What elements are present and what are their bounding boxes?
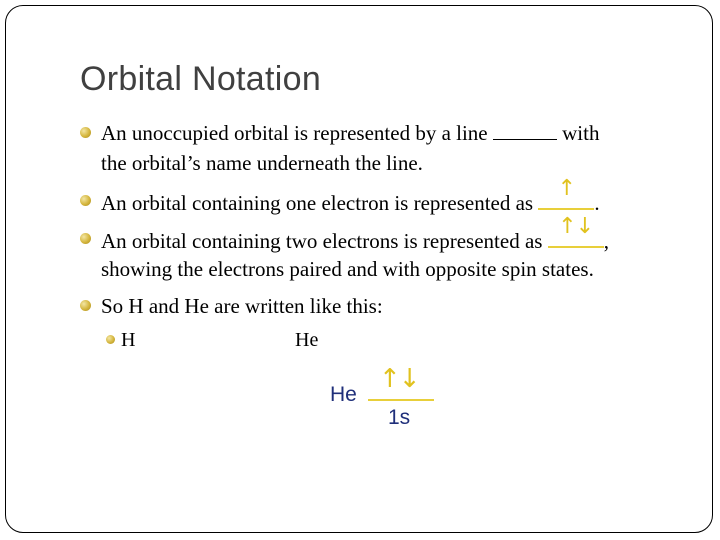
- paired-electron-orbital: [548, 214, 604, 248]
- sub-bullet-he: He: [295, 329, 319, 351]
- bullet-unoccupied-line1: [101, 118, 599, 148]
- orbital-line: [368, 399, 434, 401]
- bullet-text: with: [562, 121, 600, 145]
- bullet-text: An unoccupied orbital is represented by a line: [101, 121, 488, 145]
- bullet-text: .: [594, 191, 600, 215]
- bullet-text: An orbital containing one electron is represented as: [101, 191, 534, 215]
- bullet-dot-icon: [80, 127, 91, 138]
- sub-bullet-h: H: [121, 329, 136, 351]
- bullet-text: ,: [603, 229, 609, 253]
- bullet-text: An orbital containing two electrons is represented as: [101, 229, 543, 253]
- bullet-dot-icon: [80, 233, 91, 244]
- single-electron-orbital: [538, 176, 594, 210]
- up-arrow-icon: ↑: [557, 176, 576, 201]
- slide-title: Orbital Notation: [80, 60, 322, 98]
- sub-bullet-dot-icon: [106, 335, 115, 344]
- element-label: He: [330, 383, 357, 406]
- bullet-two-electrons-line1: [101, 214, 609, 256]
- up-down-arrows-icon: ↑↓: [379, 364, 419, 394]
- bullet-two-electrons-line2: showing the electrons paired and with opposite spin states.: [101, 257, 594, 281]
- bullet-one-electron: [101, 176, 600, 218]
- bullet-dot-icon: [80, 195, 91, 206]
- bullet-dot-icon: [80, 300, 91, 311]
- bullet-unoccupied-line2: the orbital’s name underneath the line.: [101, 151, 423, 175]
- bullet-h-he: So H and He are written like this:: [101, 294, 383, 318]
- blank-orbital-line: [493, 121, 557, 140]
- up-down-arrows-icon: ↑↓: [558, 214, 594, 239]
- orbital-name: 1s: [388, 406, 411, 429]
